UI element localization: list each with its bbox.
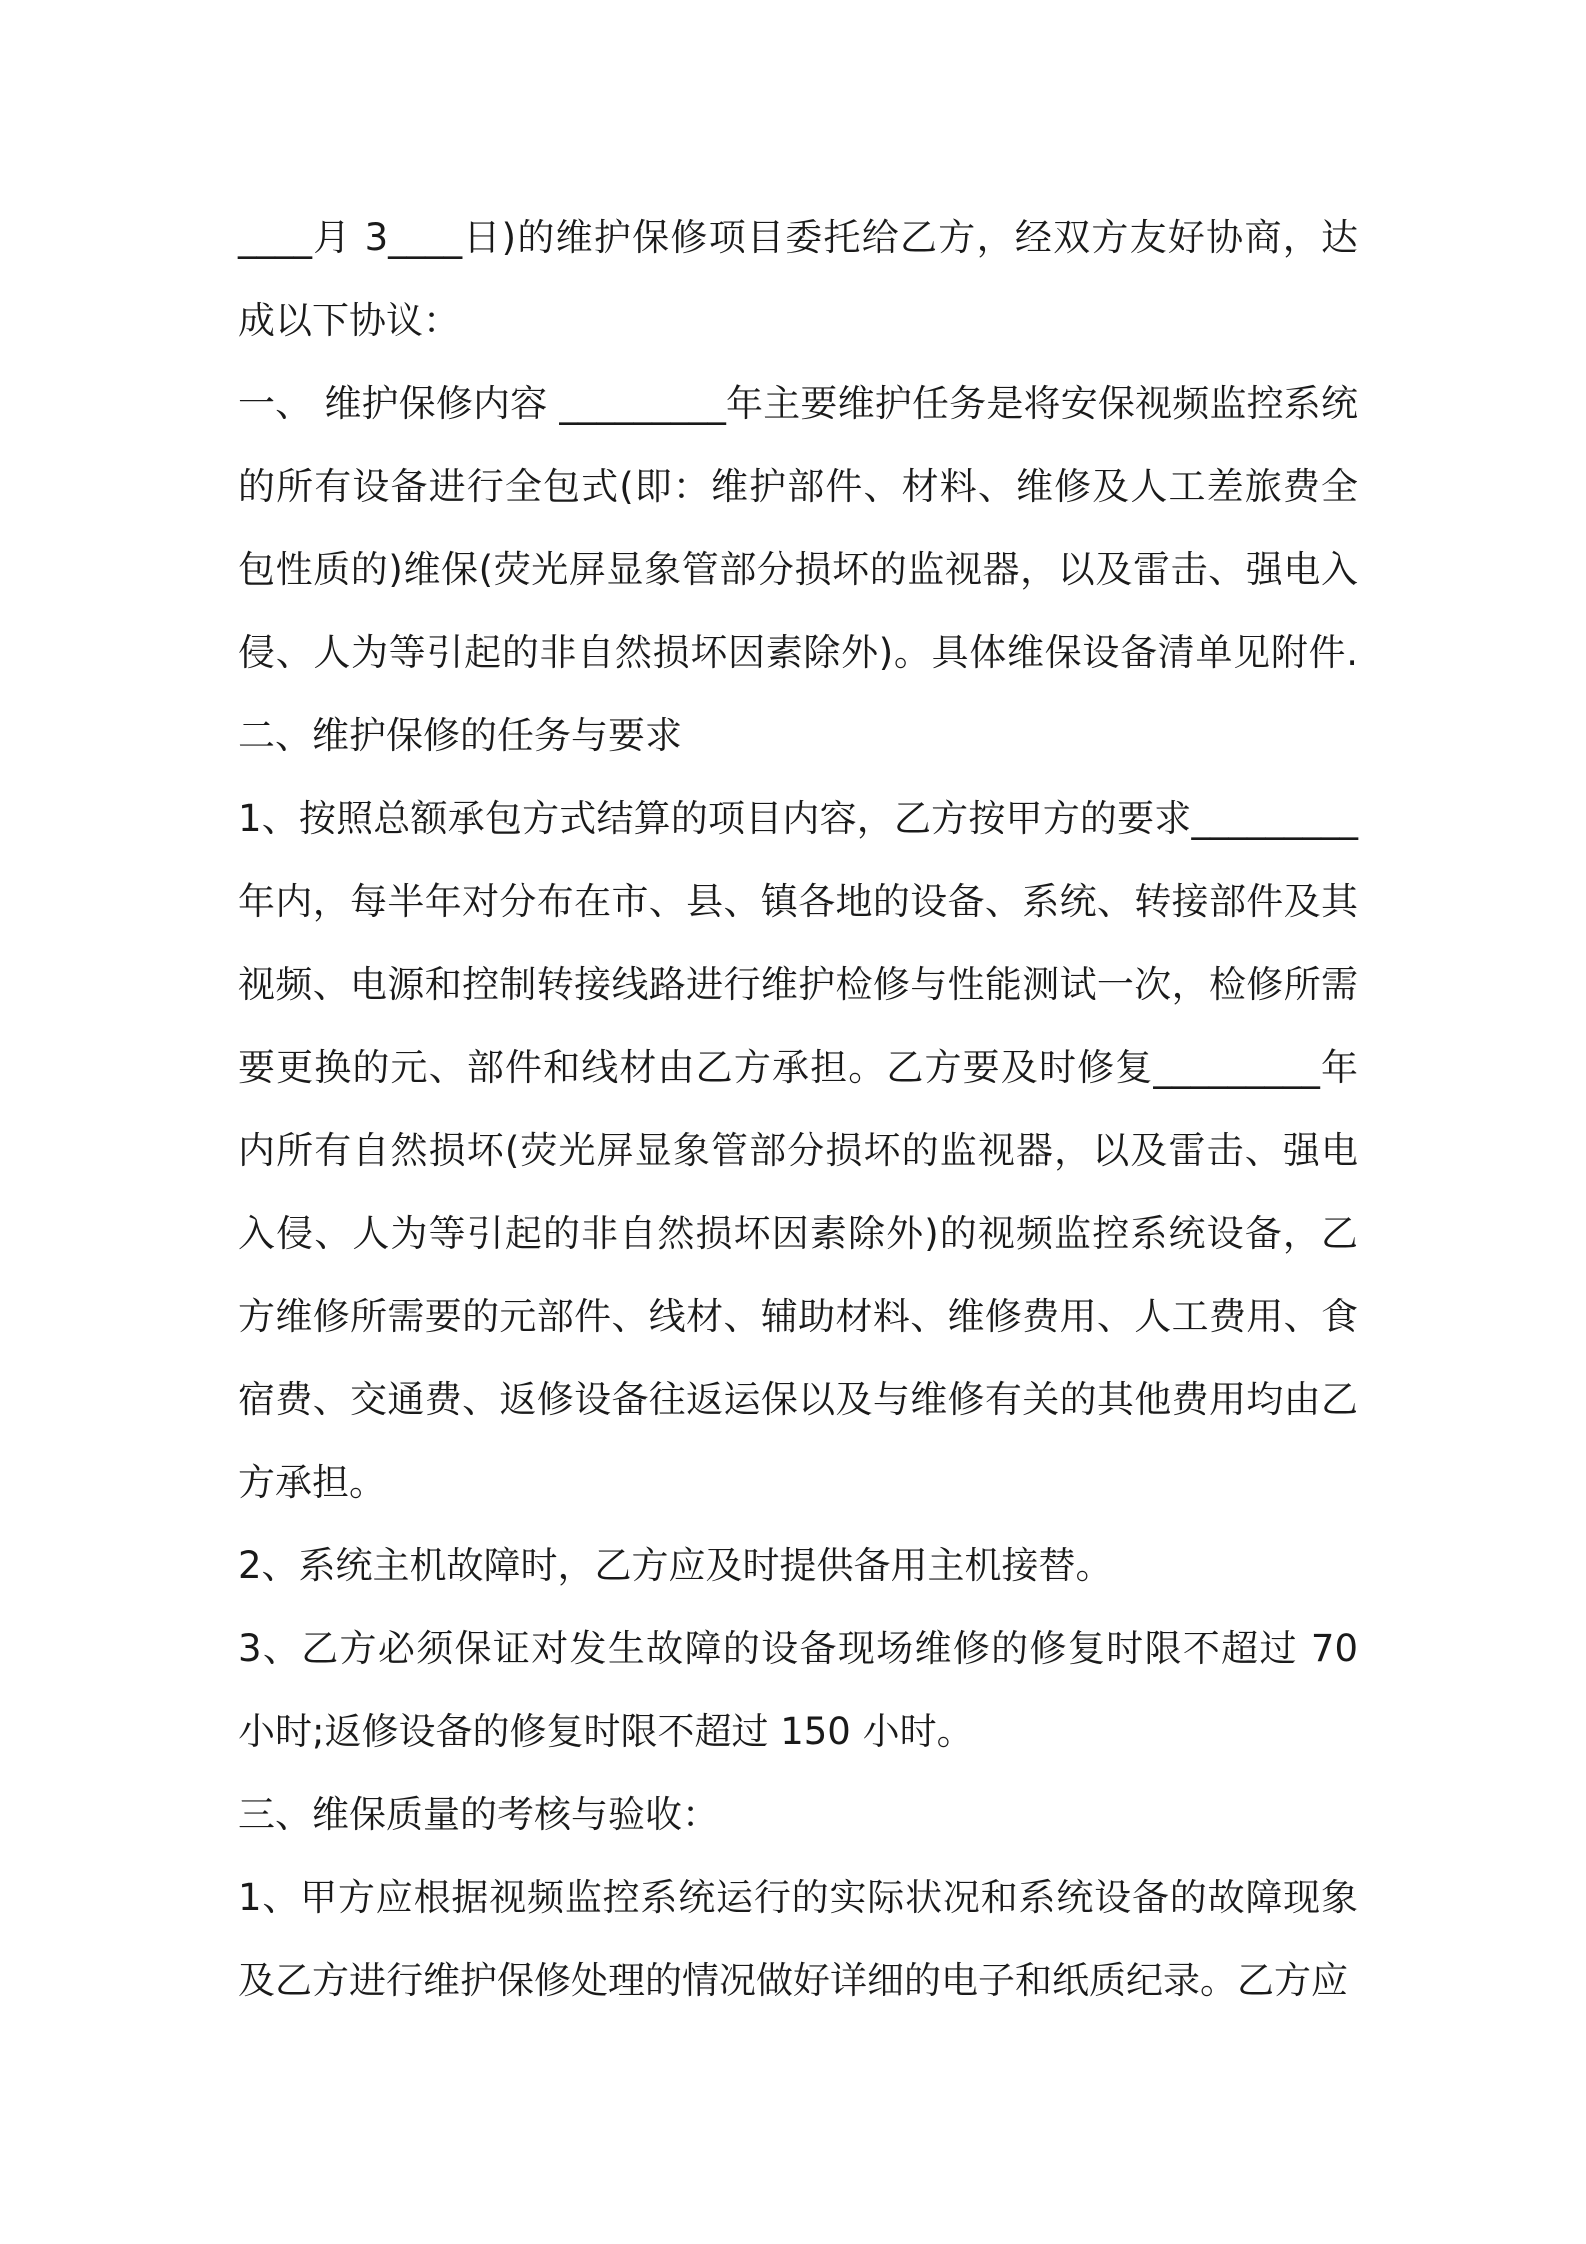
paragraph-item-1-contract-scope: 1、按照总额承包方式结算的项目内容，乙方按甲方的要求_________年内，每半年对分布在市、县、镇各地的设备、系统、转接部件及其视频、电源和控制转接线路进行维护检修与性能测试一次，检修所需要更换的元、部件和线材由乙方承担。乙方要及时修复_________年内所有自然损坏(荧光屏显象管部分损坏的监视器，以及雷击、强电入侵、人为等引起的非自然损坏因素除外)的视频监控系统设备，乙方维修所需要的元部件、线材、辅助材料、维修费用、人工费用、食宿费、交通费、返修设备往返运保以及与维修有关的其他费用均由乙方承担。 [238, 797, 1358, 1504]
paragraph-item-3-repair-time-limit: 3、乙方必须保证对发生故障的设备现场维修的修复时限不超过 70 小时;返修设备的修复时限不超过 150 小时。 [238, 1627, 1358, 1753]
document-body [238, 196, 1358, 2022]
paragraph-item-1-records: 1、甲方应根据视频监控系统运行的实际状况和系统设备的故障现象及乙方进行维护保修处理的情况做好详细的电子和纸质纪录。乙方应 [238, 1876, 1358, 2002]
paragraph-agreement-intro: ____月 3____日)的维护保修项目委托给乙方，经双方友好协商，达成以下协议： [238, 216, 1358, 342]
paragraph-section-3-heading: 三、维保质量的考核与验收： [238, 1793, 719, 1836]
paragraph-section-1-maintenance-content: 一、 维护保修内容 _________年主要维护任务是将安保视频监控系统的所有设备进行全包式(即：维护部件、材料、维修及人工差旅费全包性质的)维保(荧光屏显象管部分损坏的监视器，以及雷击、强电入侵、人为等引起的非自然损坏因素除外)。具体维保设备清单见附件.二、维护保修的任务与要求 [238, 382, 1358, 757]
paragraph-item-2-host-failure: 2、系统主机故障时，乙方应及时提供备用主机接替。 [238, 1544, 1113, 1587]
